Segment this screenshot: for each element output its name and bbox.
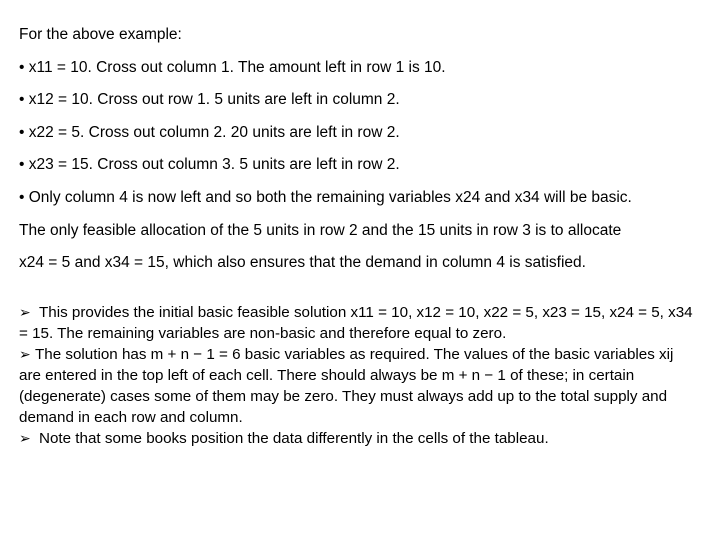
step-item	[19, 120, 709, 153]
step-item	[19, 87, 709, 120]
step-text: Only column 4 is now left and so both the remaining variables x24 and x34 will be basic.	[28, 188, 632, 206]
step-text: x22 = 5. Cross out column 2. 20 units are left in row 2.	[28, 123, 400, 141]
note-item	[19, 344, 699, 428]
note-item	[19, 428, 699, 449]
continuation-text: The only feasible allocation of the 5 units in row 2 and the 15 units in row 3 is to allocate	[19, 221, 622, 239]
note-text: Note that some books position the data differently in the cells of the tableau.	[39, 430, 549, 447]
step-text: x23 = 15. Cross out column 3. 5 units are left in row 2.	[28, 156, 400, 174]
step-item	[19, 185, 709, 218]
arrow-bullet-icon: ➢	[19, 430, 31, 446]
bullet-icon: •	[19, 156, 25, 174]
note-text: This provides the initial basic feasible solution x11 = 10, x12 = 10, x22 = 5, x23 = 15, x24 = 5, x34 = 15. The remaining variables are non-basic and therefore equal to zero.	[19, 304, 693, 342]
bullet-icon: •	[19, 123, 25, 141]
allocation-steps	[19, 22, 709, 283]
note-text: The solution has m + n − 1 = 6 basic variables as required. The values of the basic variables xij are entered in the top left of each cell. There should always be m + n − 1 of these; in certain (degenerate) cases some of them may be zero. They must always add up to the total supply and demand in each row and column.	[19, 346, 674, 426]
arrow-bullet-icon: ➢	[19, 304, 31, 320]
notes-block	[19, 302, 699, 449]
continuation-text: x24 = 5 and x34 = 15, which also ensures that the demand in column 4 is satisfied.	[19, 254, 586, 272]
step-text: x12 = 10. Cross out row 1. 5 units are left in column 2.	[28, 91, 400, 109]
note-item	[19, 302, 699, 344]
bullet-icon: •	[19, 58, 25, 76]
step-text: x11 = 10. Cross out column 1. The amount left in row 1 is 10.	[28, 58, 446, 76]
bullet-icon: •	[19, 188, 25, 206]
bullet-icon: •	[19, 91, 25, 109]
step-item	[19, 55, 709, 88]
arrow-bullet-icon: ➢	[19, 346, 31, 362]
step-item	[19, 152, 709, 185]
intro-text: For the above example:	[19, 26, 182, 43]
